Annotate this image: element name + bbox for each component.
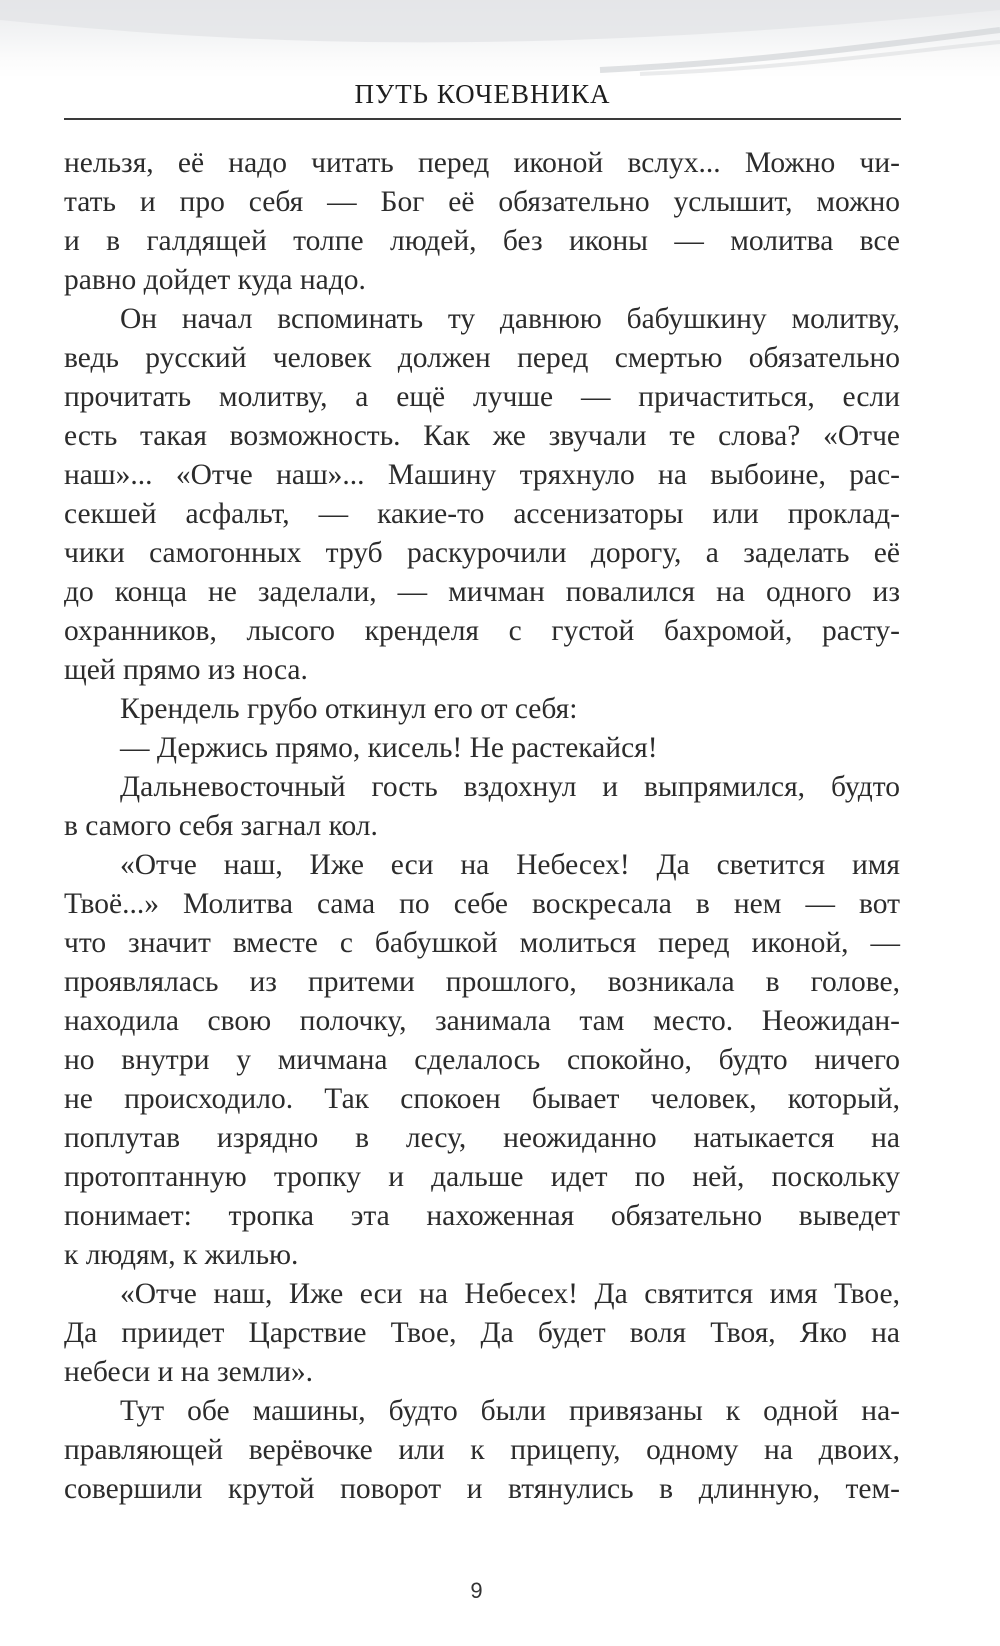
- text-line: Да приидет Царствие Твое, Да будет воля Твоя, Яко на: [64, 1317, 900, 1349]
- text-line: щей прямо из носа.: [64, 654, 308, 686]
- body-text: [64, 144, 900, 1509]
- text-line: секшей асфальт, — какие-то ассенизаторы или проклад-: [64, 498, 900, 530]
- text-line: протоптанную тропку и дальше идет по ней, поскольку: [64, 1161, 900, 1193]
- text-line: Крендель грубо откинул его от себя:: [120, 693, 578, 725]
- text-line: нельзя, её надо читать перед иконой вслух... Можно чи-: [64, 147, 900, 179]
- text-line: чики самогонных труб раскурочили дорогу, а заделать её: [64, 537, 900, 569]
- text-line: что значит вместе с бабушкой молиться перед иконой, —: [64, 927, 900, 959]
- header-rule: [64, 118, 901, 120]
- text-line: не происходило. Так спокоен бывает человек, который,: [64, 1083, 900, 1115]
- text-line: — Держись прямо, кисель! Не растекайся!: [120, 732, 658, 764]
- text-line: правляющей верёвочке или к прицепу, одному на двоих,: [64, 1434, 900, 1466]
- text-line: Твоё...» Молитва сама по себе воскресала в нем — вот: [64, 888, 900, 920]
- text-line: поплутав изрядно в лесу, неожиданно натыкается на: [64, 1122, 900, 1154]
- text-line: ведь русский человек должен перед смертью обязательно: [64, 342, 900, 374]
- text-line: тать и про себя — Бог её обязательно услышит, можно: [64, 186, 900, 218]
- text-line: «Отче наш, Иже еси на Небесех! Да светится имя: [120, 849, 900, 881]
- running-head: ПУТЬ КОЧЕВНИКА: [354, 79, 611, 109]
- text-line: в самого себя загнал кол.: [64, 810, 378, 842]
- text-line: совершили крутой поворот и втянулись в длинную, тем-: [64, 1473, 900, 1505]
- text-line: наш»... «Отче наш»... Машину тряхнуло на выбоине, рас-: [64, 459, 900, 491]
- text-line: и в галдящей толпе людей, без иконы — молитва все: [64, 225, 900, 257]
- text-line: до конца не заделали, — мичман повалился на одного из: [64, 576, 900, 608]
- text-line: к людям, к жилью.: [64, 1239, 299, 1271]
- text-line: равно дойдет куда надо.: [64, 264, 366, 296]
- text-line: прочитать молитву, а ещё лучше — причаститься, если: [64, 381, 900, 413]
- text-line: понимает: тропка эта нахоженная обязательно выведет: [64, 1200, 900, 1232]
- text-line: находила свою полочку, занимала там место. Неожидан-: [64, 1005, 900, 1037]
- page-number: 9: [470, 1578, 483, 1603]
- text-line: но внутри у мичмана сделалось спокойно, будто ничего: [64, 1044, 900, 1076]
- text-line: Тут обе машины, будто были привязаны к одной на-: [120, 1395, 900, 1427]
- text-line: Дальневосточный гость вздохнул и выпрямился, будто: [120, 771, 900, 803]
- text-line: небеси и на земли».: [64, 1356, 314, 1388]
- header-swoosh-decoration: [0, 0, 1000, 78]
- text-line: есть такая возможность. Как же звучали те слова? «Отче: [64, 420, 900, 452]
- text-line: охранников, лысого кренделя с густой бахромой, расту-: [64, 615, 900, 647]
- text-line: «Отче наш, Иже еси на Небесех! Да святится имя Твое,: [120, 1278, 900, 1310]
- text-line: проявлялась из притеми прошлого, возникала в голове,: [64, 966, 900, 998]
- text-line: Он начал вспоминать ту давнюю бабушкину молитву,: [120, 303, 900, 335]
